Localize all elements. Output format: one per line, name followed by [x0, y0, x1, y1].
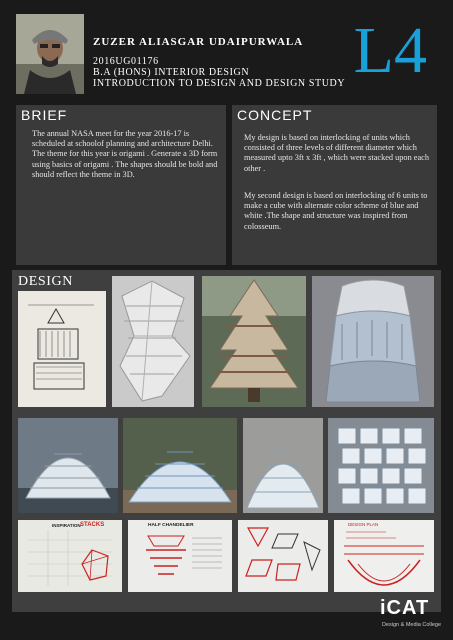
sketch-label-design-plan: DESIGN PLAN [348, 522, 379, 527]
cube-structure-photo-4 [328, 418, 434, 513]
student-id: 2016UG01176 [93, 56, 159, 67]
origami-tree-photo [202, 276, 306, 407]
origami-photo-folded [112, 276, 194, 407]
geometry-sketch [238, 520, 328, 592]
brief-text: The annual NASA meet for the year 2016-17 is scheduled at schoolof planning and architecture Delhi. The theme for this year is origami . Generate a 3D form using basics of origami . The shapes should be bold and should reflect the theme in 3D. [32, 129, 218, 179]
concept-panel [232, 105, 437, 265]
concept-text-2: My second design is based on interlocking of 6 units to make a cube with alternate color scheme of blue and white .The shape and structure was inspired from colosseum. [244, 191, 428, 231]
cube-structure-photo-3 [243, 418, 323, 513]
design-section [12, 270, 441, 612]
sketch-label-inspiration: INSPIRATION [52, 523, 81, 528]
half-chandelier-sketch [128, 520, 232, 592]
student-name: ZUZER ALIASGAR UDAIPURWALA [93, 36, 304, 48]
sketch-label-half-chandelier: HALF CHANDELIER [148, 523, 194, 528]
course-title: INTRODUCTION TO DESIGN AND DESIGN STUDY [93, 78, 346, 89]
inspiration-stacks-sketch [18, 520, 122, 592]
header [0, 0, 453, 100]
brief-panel [16, 105, 226, 265]
cube-structure-photo-2 [123, 418, 237, 513]
design-plan-sketch [334, 520, 434, 592]
brief-title: BRIEF [21, 107, 68, 123]
college-tagline: Design & Media College [382, 622, 442, 628]
program: B.A (HONS) INTERIOR DESIGN [93, 67, 250, 78]
sketch-label-stacks: STACKS [80, 522, 105, 528]
origami-stack-photo [312, 276, 434, 407]
design-title: DESIGN [18, 274, 73, 289]
profile-photo [16, 14, 84, 94]
concept-text-1: My design is based on interlocking of units which consisted of three levels of different diameter which measured upto 3ft x 3ft , which were stacked upon each other . [244, 133, 430, 173]
icat-logo: iCAT [380, 597, 430, 619]
level-label: L4 [353, 14, 427, 87]
cube-structure-photo-1 [18, 418, 118, 513]
sketch-image [18, 291, 106, 407]
concept-title: CONCEPT [237, 107, 313, 123]
